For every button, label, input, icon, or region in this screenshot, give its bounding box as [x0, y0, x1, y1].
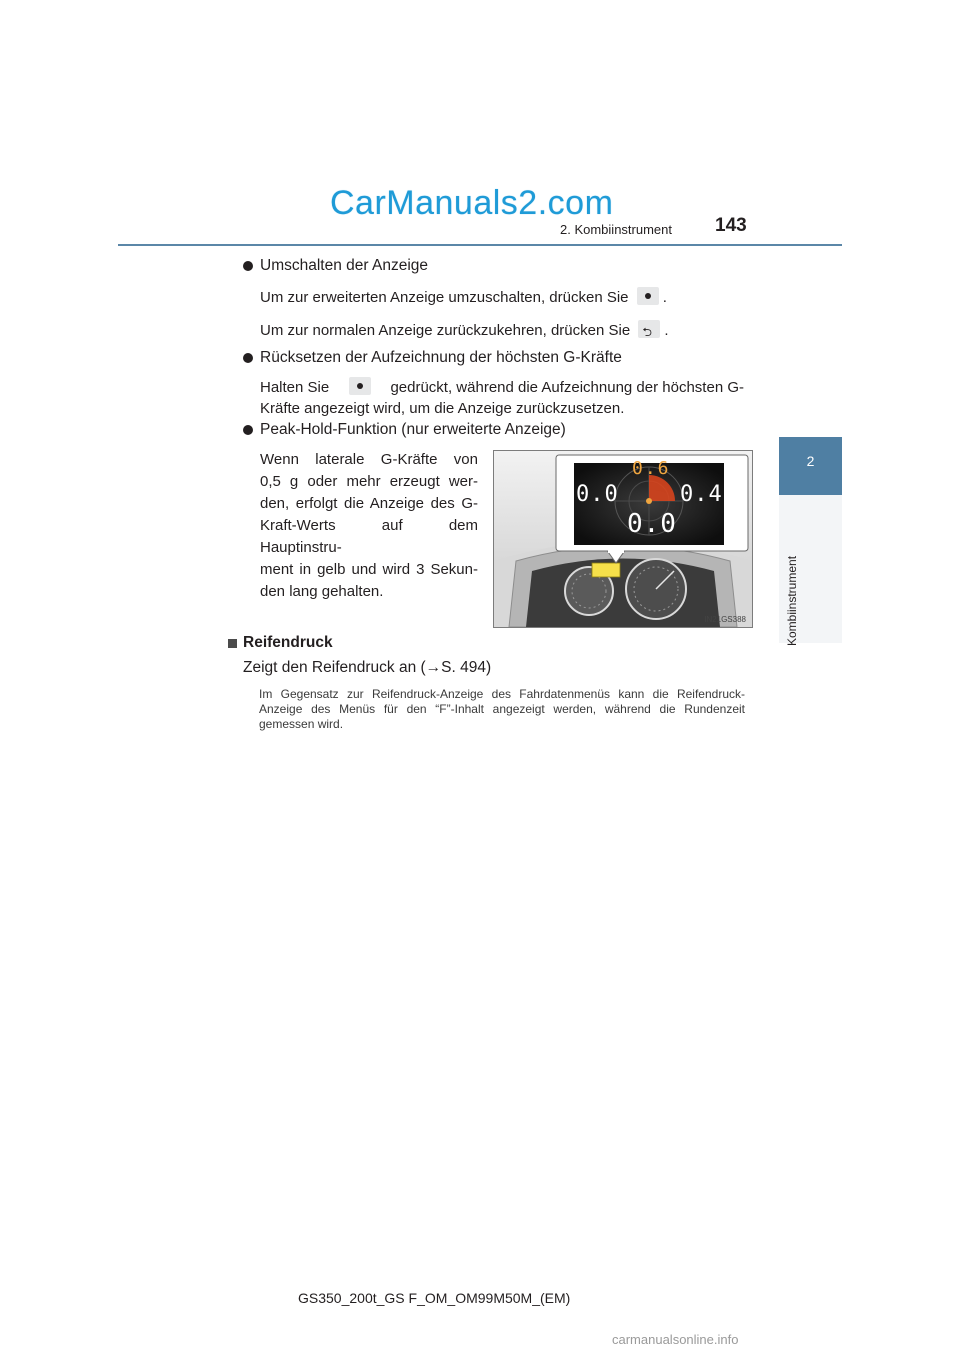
tire-note-line: Anzeige des Menüs für den “F”-Inhalt angezeigt werden, während die Rundenzeit	[259, 702, 745, 716]
chapter-number: 2	[806, 453, 815, 469]
g-force-figure	[493, 450, 753, 628]
reset-line2: Kräfte angezeigt wird, um die Anzeige zurückzusetzen.	[260, 400, 625, 417]
back-button-icon: ⮌	[638, 320, 660, 338]
enter-button-icon	[349, 377, 371, 395]
switch-display-title: Umschalten der Anzeige	[260, 257, 429, 274]
chapter-tab[interactable]	[779, 437, 842, 495]
peak-hold-line: den lang gehalten.	[260, 583, 384, 600]
bullet-icon	[243, 261, 253, 271]
switch-display-line2	[260, 320, 760, 342]
tire-line: Zeigt den Reifendruck an (→S. 494)	[243, 659, 492, 676]
watermark-bottom[interactable]: carmanualsonline.info	[612, 1332, 739, 1347]
peak-hold-line: 0,5 g oder mehr erzeugt wer-	[260, 473, 478, 490]
page-number: 143	[715, 215, 747, 236]
peak-hold-line: ment in gelb und wird 3 Sekun-	[260, 561, 478, 578]
switch-line2-end: .	[664, 322, 669, 339]
reset-text-before: Halten Sie	[260, 379, 330, 396]
reset-title: Rücksetzen der Aufzeichnung der höchsten G-Kräfte	[260, 349, 622, 366]
switch-display-line1	[260, 287, 760, 309]
switch-line2-text: Um zur normalen Anzeige zurückzukehren, drücken Sie	[260, 322, 631, 339]
watermark-top[interactable]: CarManuals2.com	[330, 184, 614, 222]
header-section-title: 2. Kombiinstrument	[560, 222, 672, 237]
chapter-label: Kombiinstrument	[785, 555, 799, 646]
bullet-icon	[243, 425, 253, 435]
g-value-bottom: 0.0	[627, 509, 677, 539]
header-rule	[118, 244, 842, 246]
g-value-right: 0.4	[680, 482, 723, 507]
enter-button-icon	[637, 287, 659, 305]
tire-note-line: Im Gegensatz zur Reifendruck-Anzeige des Fahrdatenmenüs kann die Reifendruck-	[259, 687, 745, 701]
peak-hold-line: Kraft-Werts auf dem Hauptinstru-	[260, 517, 478, 556]
peak-hold-line: den, erfolgt die Anzeige des G-	[260, 495, 478, 512]
figure-code: IN21GS388	[704, 615, 746, 624]
g-value-left: 0.0	[576, 482, 619, 507]
reset-line1	[260, 377, 744, 399]
g-value-top: 0.6	[632, 458, 671, 479]
tire-heading: Reifendruck	[243, 634, 333, 651]
footer-doc-code: GS350_200t_GS F_OM_OM99M50M_(EM)	[298, 1290, 571, 1306]
peak-hold-text	[260, 449, 478, 603]
peak-hold-title: Peak-Hold-Funktion (nur erweiterte Anzeige)	[260, 421, 566, 438]
instrument-cluster-illustration	[494, 451, 752, 627]
bullet-icon	[243, 353, 253, 363]
peak-hold-line: Wenn laterale G-Kräfte von	[260, 451, 478, 468]
tire-note	[259, 687, 745, 732]
reset-text-after: gedrückt, während die Aufzeichnung der höchsten G-	[390, 379, 744, 396]
tire-note-line: gemessen wird.	[259, 717, 344, 731]
switch-line1-end: .	[662, 289, 667, 306]
switch-line1-text: Um zur erweiterten Anzeige umzuschalten, drücken Sie	[260, 289, 629, 306]
section-square-icon	[228, 639, 237, 648]
